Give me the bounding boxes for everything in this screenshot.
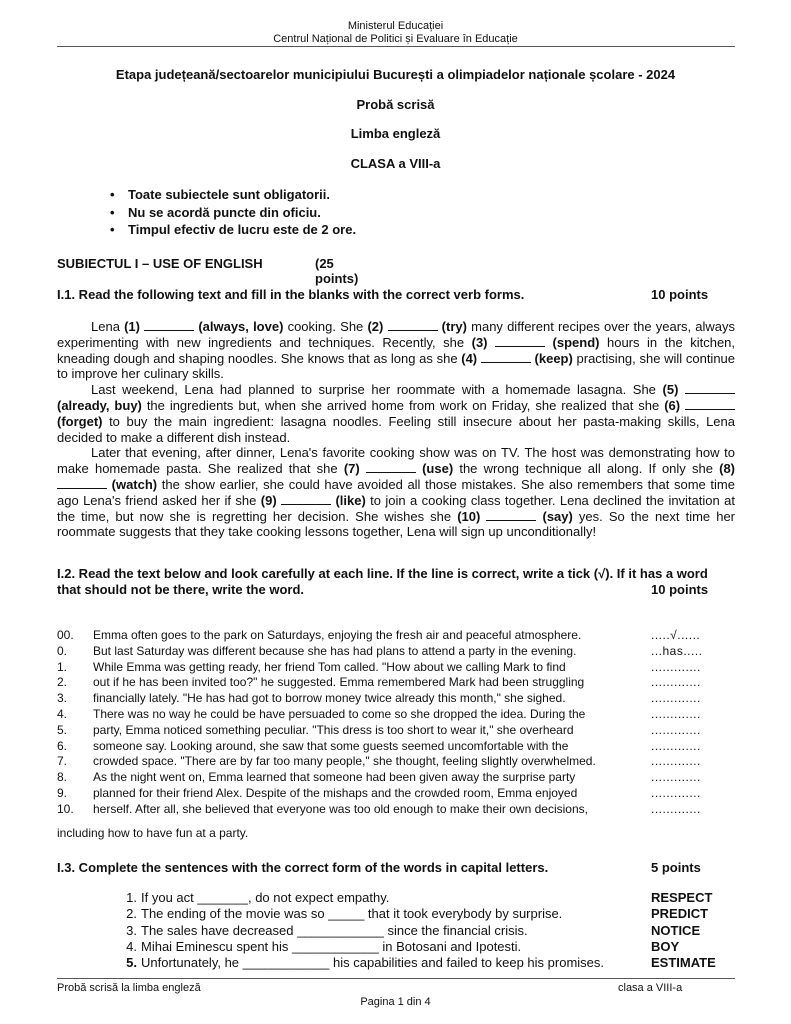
header-divider [57,46,735,47]
i1-instruction-text: I.1. Read the following text and fill in the blanks with the correct verb forms. [57,287,525,302]
line-text: party, Emma noticed something peculiar. "This dress is too short to wear it," she overheard [93,722,574,737]
line-text: But last Saturday was different because she has had plans to attend a party in the evening. [93,643,577,658]
i1-paragraph-2: Last weekend, Lena had planned to surprise her roommate with a homemade lasagna. She (5) (already, buy) the ingredients but, when she arrived home from work on Friday, she realized that she (6) (forget) to buy the main ingredient: lasagna noodles. Feeling still insecure about her pasta-making skills, Lena decided to make a different dish instead. [57,382,735,445]
sentence-text: If you act _______, do not expect empathy. [141,890,390,905]
answer-blank[interactable] [388,319,438,331]
line-answer-slot[interactable]: ............. [651,738,701,753]
verb-prompt: (6) [664,397,686,413]
subject-heading-text: SUBIECTUL I – USE OF ENGLISH [57,256,263,271]
capital-word: ESTIMATE [651,955,716,971]
sentence-item [117,939,727,955]
footer-left: Probă scrisă la limba engleză [57,982,201,994]
answer-blank[interactable] [144,319,194,331]
subject-heading [57,256,359,286]
line-answer-slot[interactable]: .....√...... [651,628,701,642]
rule-item: • Nu se acordă puncte din oficiu. [110,204,356,222]
text-line [57,691,717,707]
verb-prompt: (use) [415,461,454,477]
verb-prompt: (like) [331,492,366,508]
text-line [57,675,717,691]
i2-numbered-lines [57,628,717,818]
line-text: As the night went on, Emma learned that someone had been given away the surprise party [93,770,576,785]
line-number: 00. [57,628,74,642]
text-line [57,739,717,755]
text-line [57,754,717,770]
i2-last-line: including how to have fun at a party. [57,826,249,840]
sentence-number: 2. [126,906,137,922]
line-answer-slot[interactable]: ............. [651,722,701,737]
i1-text [57,319,735,540]
line-text: herself. After all, she believed that everyone was too old enough to make their own decisions, [93,801,588,816]
text-line [57,786,717,802]
grade-label: CLASA a VIII-a [350,156,441,171]
line-number: 7. [57,754,68,769]
document-header [0,20,791,46]
line-answer-slot[interactable]: ...has..... [651,643,703,658]
sentence-text: The sales have decreased ____________ since the financial crisis. [141,922,528,938]
capital-word: BOY [651,938,680,954]
i2-points: 10 points [651,582,709,597]
rule-item: • Timpul efectiv de lucru este de 2 ore. [110,221,356,239]
footer-right: clasa a VIII-a [618,982,683,994]
line-number: 10. [57,801,74,816]
subject-name: Limba engleză [350,126,441,141]
verb-prompt: (watch) [107,476,158,492]
sentence-item [117,955,727,971]
answer-blank[interactable] [685,398,735,410]
verb-prompt: (5) [662,382,686,398]
ministry-name: Ministerul Educației [347,20,444,32]
line-number: 5. [57,722,68,737]
line-answer-slot[interactable]: ............. [651,675,701,690]
footer-divider [57,978,735,979]
sentence-number: 5. [126,955,137,971]
i2-instruction-text: I.2. Read the text below and look carefully at each line. If the line is correct, write a tick (√). If it has a word that should not be there, write the word. [57,566,708,597]
text-line [57,723,717,739]
text-line [57,770,717,786]
verb-prompt: (3) [471,334,496,350]
i3-instruction [57,860,735,875]
answer-blank[interactable] [495,335,545,347]
i1-points: 10 points [651,287,709,302]
i1-paragraph-1: Lena (1) (always, love) cooking. She (2) (try) many different recipes over the years, always experimenting with new ingredients and techniques. Recently, she (3) (spend) hours in the kitchen, kneading dough and shaping noodles. She knows that as long as she (4) (keep) practising, she will continue to improve her culinary skills. [57,319,736,382]
text-line [57,802,717,818]
line-text: crowded space. "There are by far too many people," she thought, feeling slightly overwhelmed. [93,754,596,769]
sentence-number: 4. [126,938,137,954]
line-number: 9. [57,785,68,800]
line-text: planned for their friend Alex. Despite of the mishaps and the crowded room, Emma enjoyed [93,785,578,800]
i3-sentences [117,890,727,971]
answer-blank[interactable] [481,351,531,363]
verb-prompt: (forget) [57,413,103,429]
line-number: 2. [57,675,68,690]
line-answer-slot[interactable]: ............. [651,770,701,785]
line-number: 6. [57,738,68,753]
line-answer-slot[interactable]: ............. [651,691,701,706]
line-text: While Emma was getting ready, her friend Tom called. "How about we calling Mark to find [93,659,566,674]
rule-item: • Toate subiectele sunt obligatorii. [110,186,356,204]
capital-word: RESPECT [651,890,713,905]
i1-paragraph-3: Later that evening, after dinner, Lena's favorite cooking show was on TV. The host was demonstrating how to make homemade pasta. She realized that she (7) (use) the wrong technique all along. If only she (8) (watch) the show earlier, she could have avoided all those mistakes. She also remembers that some time ago Lena's friend asked her if she (9) (like) to join a cooking class together. Lena declined the invitation at the time, but now she is regretting her decision. She wishes she (10) (say) yes. So the next time her roommate suggests that they take cooking lessons together, Lena will sign up unconditionally! [57,445,736,540]
text-line [57,660,717,676]
verb-prompt: (2) [367,319,388,334]
verb-prompt: (1) [124,319,145,334]
sentence-text: The ending of the movie was so _____ that it took everybody by surprise. [141,906,563,922]
verb-prompt: (spend) [545,334,600,350]
text-line [57,644,717,660]
answer-blank[interactable] [366,461,416,473]
text-line [57,707,717,723]
answer-blank[interactable] [486,509,536,521]
capital-word: NOTICE [651,922,701,938]
line-number: 4. [57,706,68,721]
verb-prompt: (always, love) [194,319,284,334]
capital-word: PREDICT [651,906,709,922]
answer-blank[interactable] [57,477,107,489]
line-answer-slot[interactable]: ............. [651,659,701,674]
verb-prompt: (10) [457,508,487,524]
subject-points: (25 points) [315,256,359,286]
verb-prompt: (try) [437,319,467,334]
verb-prompt: (7) [343,461,366,477]
exam-rules-list [110,186,356,239]
verb-prompt: (8) [719,461,736,477]
line-answer-slot[interactable]: ............. [651,801,701,816]
answer-blank[interactable] [685,382,735,394]
text-line [57,628,717,644]
line-text: financially lately. "He has had got to borrow money twice already this month," she sighed. [93,691,566,706]
sentence-item [117,906,727,922]
line-answer-slot[interactable]: ............. [651,754,701,769]
sentence-text: Unfortunately, he ____________ his capabilities and failed to keep his promises. [141,955,605,971]
line-number: 8. [57,770,68,785]
verb-prompt: (say) [536,508,573,524]
page-number: Pagina 1 din 4 [360,996,431,1008]
verb-prompt: (already, buy) [57,397,142,413]
sentence-item [117,923,727,939]
line-answer-slot[interactable]: ............. [651,706,701,721]
i2-instruction [57,566,735,598]
exam-type: Probă scrisă [356,97,435,112]
sentence-item [117,890,727,906]
i3-instruction-text: I.3. Complete the sentences with the correct form of the words in capital letters. [57,860,549,875]
line-number: 0. [57,643,68,658]
i1-instruction [57,287,735,302]
olympiad-title: Etapa județeană/sectoarelor municipiului București a olimpiadelor naționale școlare - 2024 [115,67,676,82]
line-text: out if he has been invited too?" he suggested. Emma remembered Mark had been struggling [93,675,585,690]
sentence-text: Mihai Eminescu spent his ____________ in Botosani and Ipotesti. [141,938,522,954]
line-text: someone say. Looking around, she saw that some guests seemed uncomfortable with the [93,738,569,753]
i3-points: 5 points [651,860,701,875]
verb-prompt: (9) [260,492,282,508]
line-number: 1. [57,659,68,674]
answer-blank[interactable] [281,493,331,505]
line-text: There was no way he could be have persuaded to come so she dropped the idea. During the [93,706,586,721]
sentence-number: 3. [126,922,137,938]
line-text: Emma often goes to the park on Saturdays, enjoying the fresh air and peaceful atmosphere. [93,628,582,642]
sentence-number: 1. [126,890,137,905]
line-number: 3. [57,691,68,706]
line-answer-slot[interactable]: ............. [651,785,701,800]
verb-prompt: (4) [461,350,481,366]
center-name: Centrul Național de Politici și Evaluare în Educație [273,33,518,45]
verb-prompt: (keep) [530,350,573,366]
